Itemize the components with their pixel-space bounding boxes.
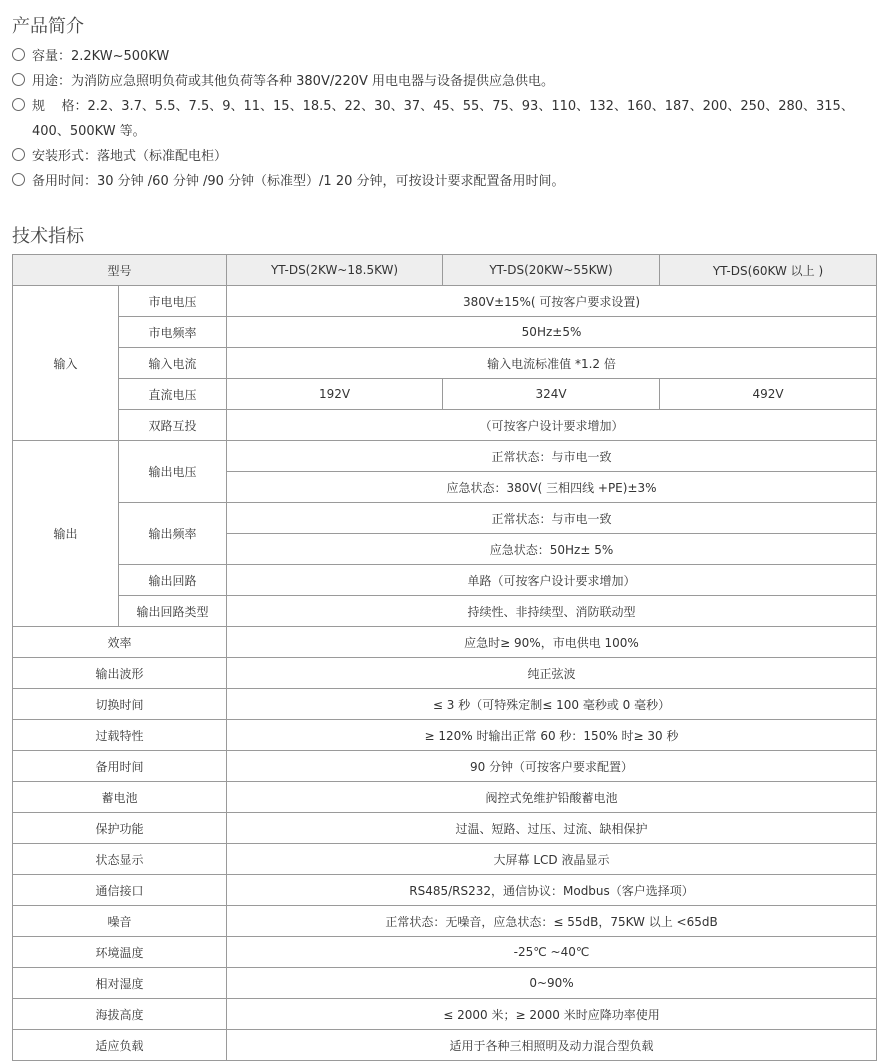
table-row [13, 596, 877, 627]
row-value: 0~90% [227, 968, 877, 999]
row-label: 输出回路类型 [119, 596, 227, 627]
row-label: 环境温度 [13, 937, 227, 968]
table-row [13, 844, 877, 875]
row-value: -25℃ ~40℃ [227, 937, 877, 968]
row-value: 应急状态：50Hz± 5% [227, 534, 877, 565]
header-cell-model-small: YT-DS(2KW~18.5KW) [227, 255, 443, 286]
row-value: 输入电流标准值 *1.2 倍 [227, 348, 877, 379]
table-row [13, 813, 877, 844]
row-value: 适用于各种三相照明及动力混合型负载 [227, 1030, 877, 1061]
row-value-medium: 324V [443, 379, 660, 410]
row-label: 蓄电池 [13, 782, 227, 813]
product-intro-list [12, 44, 882, 194]
table-header-row [13, 255, 877, 286]
row-label: 输出频率 [119, 503, 227, 565]
group-label-input: 输入 [13, 286, 119, 441]
spec-table [12, 254, 877, 1061]
product-intro-title: 产品简介 [12, 16, 84, 37]
row-value: 纯正弦波 [227, 658, 877, 689]
row-value-small: 192V [227, 379, 443, 410]
row-value-large: 492V [660, 379, 877, 410]
table-row [13, 689, 877, 720]
row-value: 90 分钟（可按客户要求配置） [227, 751, 877, 782]
table-row [13, 782, 877, 813]
table-row [13, 751, 877, 782]
table-row [13, 875, 877, 906]
circle-bullet-icon [12, 48, 25, 61]
row-value: ≤ 2000 米；≥ 2000 米时应降功率使用 [227, 999, 877, 1030]
row-value: 380V±15%( 可按客户要求设置) [227, 286, 877, 317]
row-value: 50Hz±5% [227, 317, 877, 348]
row-label: 效率 [13, 627, 227, 658]
header-cell-model: 型号 [13, 255, 227, 286]
table-row [13, 503, 877, 534]
table-row [13, 565, 877, 596]
row-value: 阀控式免维护铅酸蓄电池 [227, 782, 877, 813]
header-cell-model-large: YT-DS(60KW 以上 ) [660, 255, 877, 286]
row-label: 直流电压 [119, 379, 227, 410]
header-cell-model-medium: YT-DS(20KW~55KW) [443, 255, 660, 286]
table-row [13, 720, 877, 751]
row-value: 持续性、非持续型、消防联动型 [227, 596, 877, 627]
row-label: 保护功能 [13, 813, 227, 844]
row-value: ≤ 3 秒（可特殊定制≤ 100 毫秒或 0 毫秒） [227, 689, 877, 720]
table-row [13, 999, 877, 1030]
row-label: 市电频率 [119, 317, 227, 348]
row-label: 海拔高度 [13, 999, 227, 1030]
row-label: 相对湿度 [13, 968, 227, 999]
row-value: 大屏幕 LCD 液晶显示 [227, 844, 877, 875]
row-label: 适应负载 [13, 1030, 227, 1061]
circle-bullet-icon [12, 98, 25, 111]
intro-item-installation: 安装形式：落地式（标准配电柜） [12, 144, 882, 169]
intro-item-capacity: 容量：2.2KW~500KW [12, 44, 882, 69]
table-row [13, 410, 877, 441]
row-value: 单路（可按客户设计要求增加） [227, 565, 877, 596]
row-value: 应急状态：380V( 三相四线 +PE)±3% [227, 472, 877, 503]
row-value: 过温、短路、过压、过流、缺相保护 [227, 813, 877, 844]
table-row [13, 937, 877, 968]
table-row [13, 379, 877, 410]
table-row [13, 317, 877, 348]
intro-item-spec: 规 格：2.2、3.7、5.5、7.5、9、11、15、18.5、22、30、37、45、55、75、93、110、132、160、187、200、250、280、315、 [12, 94, 882, 119]
table-row [13, 1030, 877, 1061]
row-label: 双路互投 [119, 410, 227, 441]
table-row [13, 906, 877, 937]
table-row [13, 658, 877, 689]
table-row [13, 968, 877, 999]
intro-item-spec-continued: 400、500KW 等。 [32, 124, 146, 139]
table-row [13, 627, 877, 658]
intro-item-backup-time: 备用时间：30 分钟 /60 分钟 /90 分钟（标准型）/1 20 分钟，可按设计要求配置备用时间。 [12, 169, 882, 194]
row-label: 过载特性 [13, 720, 227, 751]
circle-bullet-icon [12, 173, 25, 186]
row-value: RS485/RS232，通信协议：Modbus（客户选择项） [227, 875, 877, 906]
row-value: （可按客户设计要求增加） [227, 410, 877, 441]
row-label: 输入电流 [119, 348, 227, 379]
row-label: 输出波形 [13, 658, 227, 689]
table-row [13, 441, 877, 472]
table-row [13, 286, 877, 317]
group-label-output: 输出 [13, 441, 119, 627]
row-value: 正常状态：与市电一致 [227, 503, 877, 534]
row-label: 输出回路 [119, 565, 227, 596]
row-label: 输出电压 [119, 441, 227, 503]
circle-bullet-icon [12, 73, 25, 86]
row-label: 市电电压 [119, 286, 227, 317]
row-label: 状态显示 [13, 844, 227, 875]
table-row [13, 348, 877, 379]
row-label: 备用时间 [13, 751, 227, 782]
spec-title: 技术指标 [12, 226, 84, 247]
row-value: 正常状态：与市电一致 [227, 441, 877, 472]
intro-item-usage: 用途：为消防应急照明负荷或其他负荷等各种 380V/220V 用电电器与设备提供应急供电。 [12, 69, 882, 94]
row-label: 通信接口 [13, 875, 227, 906]
circle-bullet-icon [12, 148, 25, 161]
row-value: ≥ 120% 时输出正常 60 秒：150% 时≥ 30 秒 [227, 720, 877, 751]
row-label: 切换时间 [13, 689, 227, 720]
row-label: 噪音 [13, 906, 227, 937]
row-value: 正常状态：无噪音，应急状态：≤ 55dB，75KW 以上 <65dB [227, 906, 877, 937]
row-value: 应急时≥ 90%，市电供电 100% [227, 627, 877, 658]
